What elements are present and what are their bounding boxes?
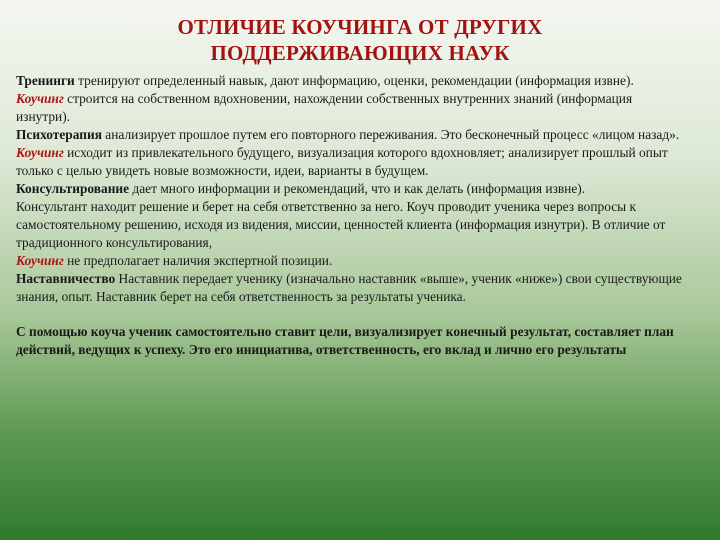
- text-coaching-3: не предполагает наличия экспертной позиции.: [63, 253, 333, 268]
- term-coaching-1: Коучинг: [16, 91, 64, 106]
- slide-title: [90, 14, 630, 66]
- paragraph-coaching-2: [16, 144, 688, 180]
- text-consultant: Консультант находит решение и берет на себя ответственно за него. Коуч проводит ученика через вопросы к самостоятельному решению, исходя из видения, миссии, ценностей клиента (информация изнутри). В отличие от традиционного консультирования,: [16, 199, 666, 250]
- term-trainings: Тренинги: [16, 73, 75, 88]
- text-mentoring: Наставник передает ученику (изначально наставник «выше», ученик «ниже») свои существующие знания, опыт. Наставник берет на себя ответственность за результаты ученика.: [16, 271, 682, 304]
- paragraph-coaching-1: [16, 90, 688, 126]
- paragraph-consulting: [16, 180, 688, 198]
- text-consulting: дает много информации и рекомендаций, что и как делать (информация извне).: [129, 181, 586, 196]
- text-coaching-1: строится на собственном вдохновении, нахождении собственных внутренних знаний (информация изнутри).: [16, 91, 633, 124]
- term-psychotherapy: Психотерапия: [16, 127, 102, 142]
- term-coaching-3: Коучинг: [16, 253, 64, 268]
- title-line-2: ПОДДЕРЖИВАЮЩИХ НАУК: [210, 41, 510, 65]
- term-coaching-2: Коучинг: [16, 145, 64, 160]
- text-coaching-2: исходит из привлекательного будущего, визуализация которого вдохновляет; анализирует прошлый опыт только с целью увидеть новые возможности, идеи, варианты в будущем.: [16, 145, 668, 178]
- term-mentoring: Наставничество: [16, 271, 116, 286]
- paragraph-coaching-3: [16, 252, 688, 270]
- term-consulting: Консультирование: [16, 181, 130, 196]
- slide-body: [16, 72, 688, 359]
- paragraph-mentoring: [16, 270, 688, 306]
- text-psychotherapy: анализирует прошлое путем его повторного переживания. Это бесконечный процесс «лицом назад».: [101, 127, 680, 142]
- paragraph-trainings: [16, 72, 688, 90]
- paragraph-psychotherapy: [16, 126, 688, 144]
- text-trainings: тренируют определенный навык, дают информацию, оценки, рекомендации (информация извне).: [74, 73, 634, 88]
- title-line-1: ОТЛИЧИЕ КОУЧИНГА ОТ ДРУГИХ: [177, 15, 543, 39]
- paragraph-consultant: [16, 198, 688, 252]
- paragraph-conclusion: С помощью коуча ученик самостоятельно ставит цели, визуализирует конечный результат, составляет план действий, ведущих к успеху. Это его инициатива, ответственность, его вклад и лично его результаты: [16, 324, 674, 357]
